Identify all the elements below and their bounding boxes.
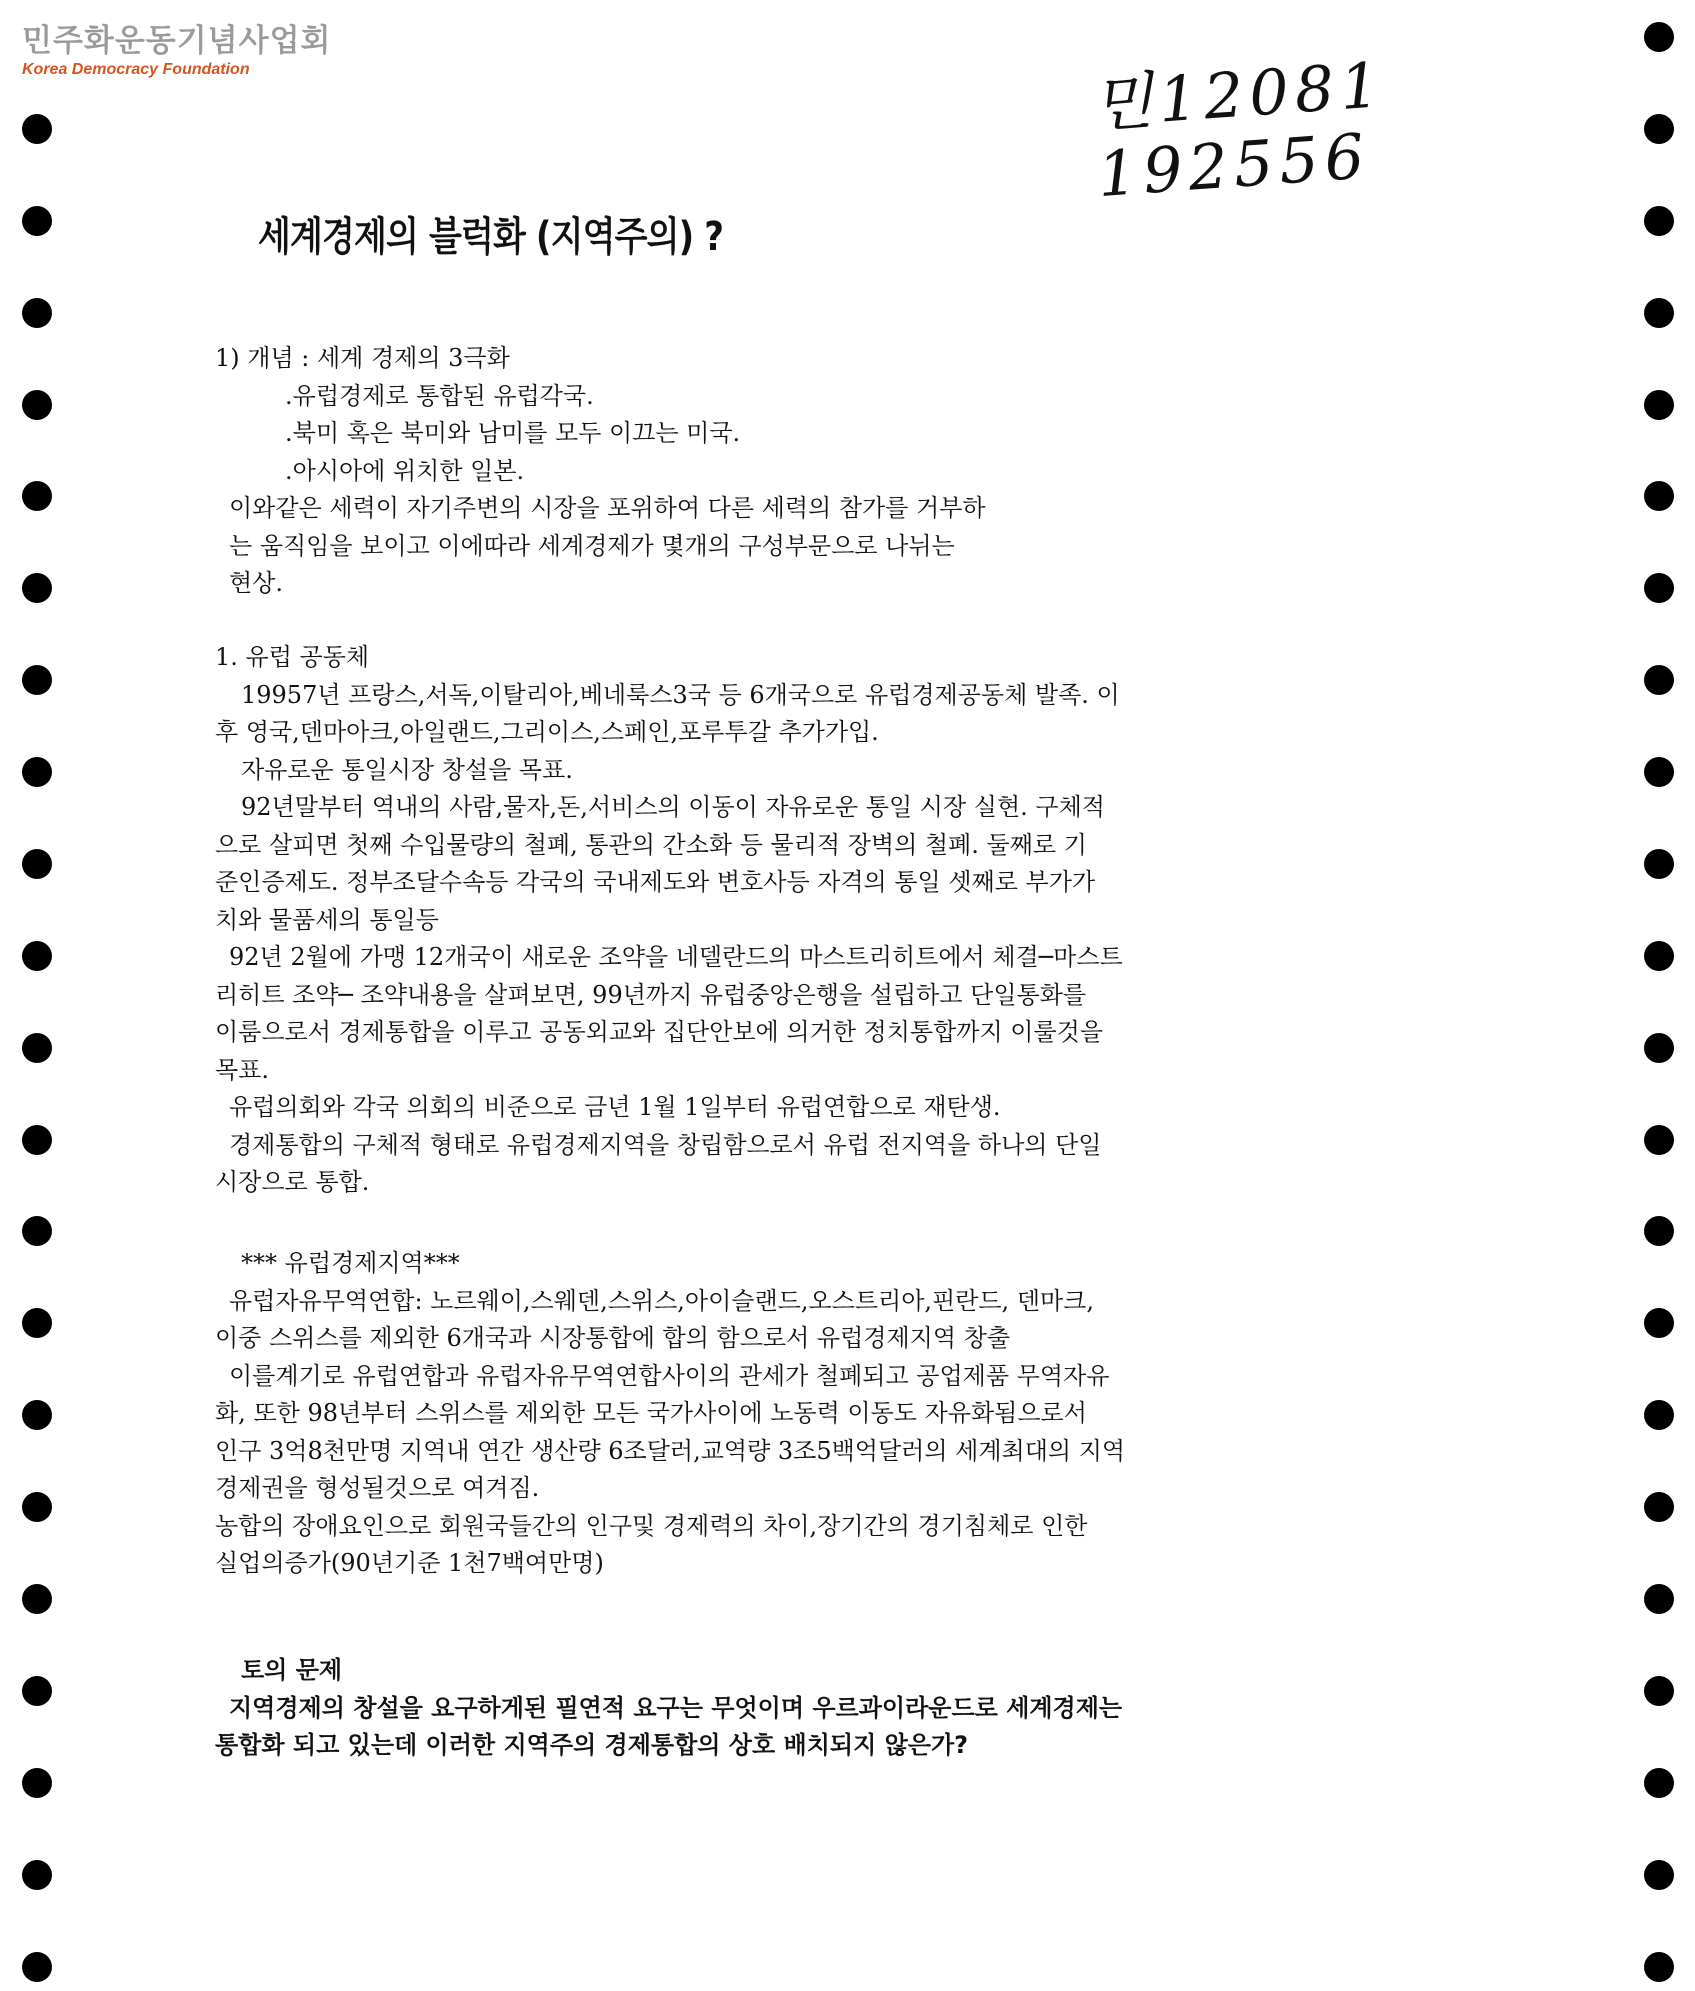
concept-paragraph-line: 현상. [229, 569, 283, 597]
eea-line: 농합의 장애요인으로 회원국들간의 인구및 경제력의 차이,장기간의 경기침체로 인한 [215, 1511, 1088, 1540]
handwritten-line-2: 192556 [1095, 119, 1373, 212]
feed-hole [1644, 1676, 1674, 1706]
left-feed-holes [18, 0, 58, 1991]
eu-line: 92년말부터 역내의 사람,물자,돈,서비스의 이동이 자유로운 통일 시장 실현. 구체적 [241, 793, 1105, 821]
feed-hole [1644, 1216, 1674, 1246]
foundation-watermark [22, 22, 331, 80]
eea-line: 이중 스위스를 제외한 6개국과 시장통합에 합의 함으로서 유럽경제지역 창출 [215, 1324, 1011, 1352]
watermark-english-name: Korea Democracy Foundation [22, 61, 250, 78]
feed-hole [1644, 665, 1674, 695]
feed-hole [22, 1492, 52, 1522]
feed-hole [1644, 1400, 1674, 1430]
feed-hole [1644, 573, 1674, 603]
feed-hole [22, 665, 52, 695]
eu-line: 으로 살피면 첫째 수입물량의 철폐, 통관의 간소화 등 물리적 장벽의 철폐. 둘째로 기 [215, 830, 1087, 859]
feed-hole [22, 573, 52, 603]
feed-hole [22, 1676, 52, 1706]
feed-hole [1644, 1308, 1674, 1338]
eea-line: 실업의증가(90년기준 1천7백여만명) [215, 1549, 604, 1577]
feed-hole [22, 849, 52, 879]
eea-line: 경제권을 형성될것으로 여겨짐. [215, 1474, 540, 1502]
feed-hole [1644, 1860, 1674, 1890]
feed-hole [1644, 1125, 1674, 1155]
feed-hole [22, 298, 52, 328]
eu-line: 이룸으로서 경제통합을 이루고 공동외교와 집단안보에 의거한 정치통합까지 이룰것을 [215, 1018, 1104, 1046]
concept-paragraph-line: 는 움직임을 보이고 이에따라 세계경제가 몇개의 구성부문으로 나뉘는 [229, 531, 955, 560]
eu-line: 시장으로 통합. [215, 1168, 370, 1196]
feed-hole [22, 1400, 52, 1430]
feed-hole [22, 1033, 52, 1063]
feed-hole [22, 1860, 52, 1890]
feed-hole [22, 390, 52, 420]
concept-section [215, 340, 1275, 603]
eu-line: 치와 물품세의 통일등 [215, 905, 439, 934]
eea-line: 유럽자유무역연합: 노르웨이,스웨덴,스위스,아이슬랜드,오스트리아,핀란드, 덴마크, [229, 1286, 1094, 1315]
feed-hole [1644, 941, 1674, 971]
discussion-section [215, 1652, 1275, 1765]
eea-line: 이를계기로 유럽연합과 유럽자유무역연합사이의 관세가 철폐되고 공업제품 무역자유 [229, 1361, 1110, 1390]
watermark-korean-name: 민주화운동기념사업회 [22, 23, 332, 59]
eu-line: 19957년 프랑스,서독,이탈리아,베네룩스3국 등 6개국으로 유럽경제공동체 발족. 이 [241, 680, 1120, 709]
feed-hole [1644, 1492, 1674, 1522]
feed-hole [1644, 22, 1674, 52]
feed-hole [1644, 1584, 1674, 1614]
feed-hole [1644, 1768, 1674, 1798]
discussion-line: 통합화 되고 있는데 이러한 지역주의 경제통합의 상호 배치되지 않은가? [215, 1731, 969, 1759]
feed-hole [1644, 1952, 1674, 1982]
concept-item: .유럽경제로 통합된 유럽각국. [285, 381, 594, 410]
feed-hole [22, 941, 52, 971]
feed-hole [22, 1308, 52, 1338]
eea-line: 화, 또한 98년부터 스위스를 제외한 모든 국가사이에 노동력 이동도 자유화됨으로서 [215, 1399, 1087, 1427]
eu-line: 자유로운 통일시장 창설을 목표. [241, 755, 573, 784]
concept-paragraph-line: 이와같은 세력이 자기주변의 시장을 포위하여 다른 세력의 참가를 거부하 [229, 494, 986, 522]
feed-hole [1644, 390, 1674, 420]
feed-hole [1644, 481, 1674, 511]
eu-line: 후 영국,덴마아크,아일랜드,그리이스,스페인,포루투갈 추가가입. [215, 718, 879, 746]
feed-hole [1644, 114, 1674, 144]
eu-line: 리히트 조약─ 조약내용을 살펴보면, 99년까지 유럽중앙은행을 설립하고 단일통화를 [215, 980, 1087, 1009]
eu-line: 준인증제도. 정부조달수속등 각국의 국내제도와 변호사등 자격의 통일 셋째로 부가가 [215, 868, 1096, 896]
eu-line: 목표. [215, 1055, 269, 1084]
eu-line: 유럽의회와 각국 의회의 비준으로 금년 1월 1일부터 유럽연합으로 재탄생. [229, 1093, 1001, 1121]
concept-item: .북미 혹은 북미와 남미를 모두 이끄는 미국. [285, 419, 741, 447]
feed-hole [1644, 206, 1674, 236]
feed-hole [22, 1125, 52, 1155]
eu-section [215, 639, 1275, 1202]
feed-hole [22, 1952, 52, 1982]
right-feed-holes [1640, 0, 1680, 1991]
discussion-heading: 토의 문제 [241, 1656, 343, 1684]
eu-line: 92년 2월에 가맹 12개국이 새로운 조약을 네델란드의 마스트리히트에서 체결─마스트 [229, 943, 1123, 971]
feed-hole [22, 114, 52, 144]
eea-line: 인구 3억8천만명 지역내 연간 생산량 6조달러,교역량 3조5백억달러의 세계최대의 지역 [215, 1436, 1126, 1465]
eea-section [215, 1245, 1275, 1583]
feed-hole [22, 1216, 52, 1246]
eu-line: 경제통합의 구체적 형태로 유럽경제지역을 창립함으로서 유럽 전지역을 하나의 단일 [229, 1130, 1102, 1159]
handwritten-line-1: 민12081 [1090, 47, 1388, 142]
document-title: 세계경제의 블럭화 (지역주의) ? [258, 214, 724, 260]
handwritten-archive-number [1090, 47, 1392, 212]
feed-hole [22, 206, 52, 236]
feed-hole [1644, 757, 1674, 787]
feed-hole [1644, 298, 1674, 328]
feed-hole [22, 1768, 52, 1798]
eu-heading: 1. 유럽 공동체 [215, 643, 370, 671]
feed-hole [22, 481, 52, 511]
feed-hole [22, 757, 52, 787]
feed-hole [1644, 849, 1674, 879]
eea-heading: *** 유럽경제지역*** [241, 1249, 460, 1277]
concept-item: .아시아에 위치한 일본. [285, 456, 525, 485]
concept-heading: 1) 개념 : 세계 경제의 3극화 [215, 344, 510, 372]
feed-hole [1644, 1033, 1674, 1063]
feed-hole [22, 1584, 52, 1614]
discussion-line: 지역경제의 창설을 요구하게된 필연적 요구는 무엇이며 우르과이라운드로 세계경제는 [229, 1693, 1123, 1722]
